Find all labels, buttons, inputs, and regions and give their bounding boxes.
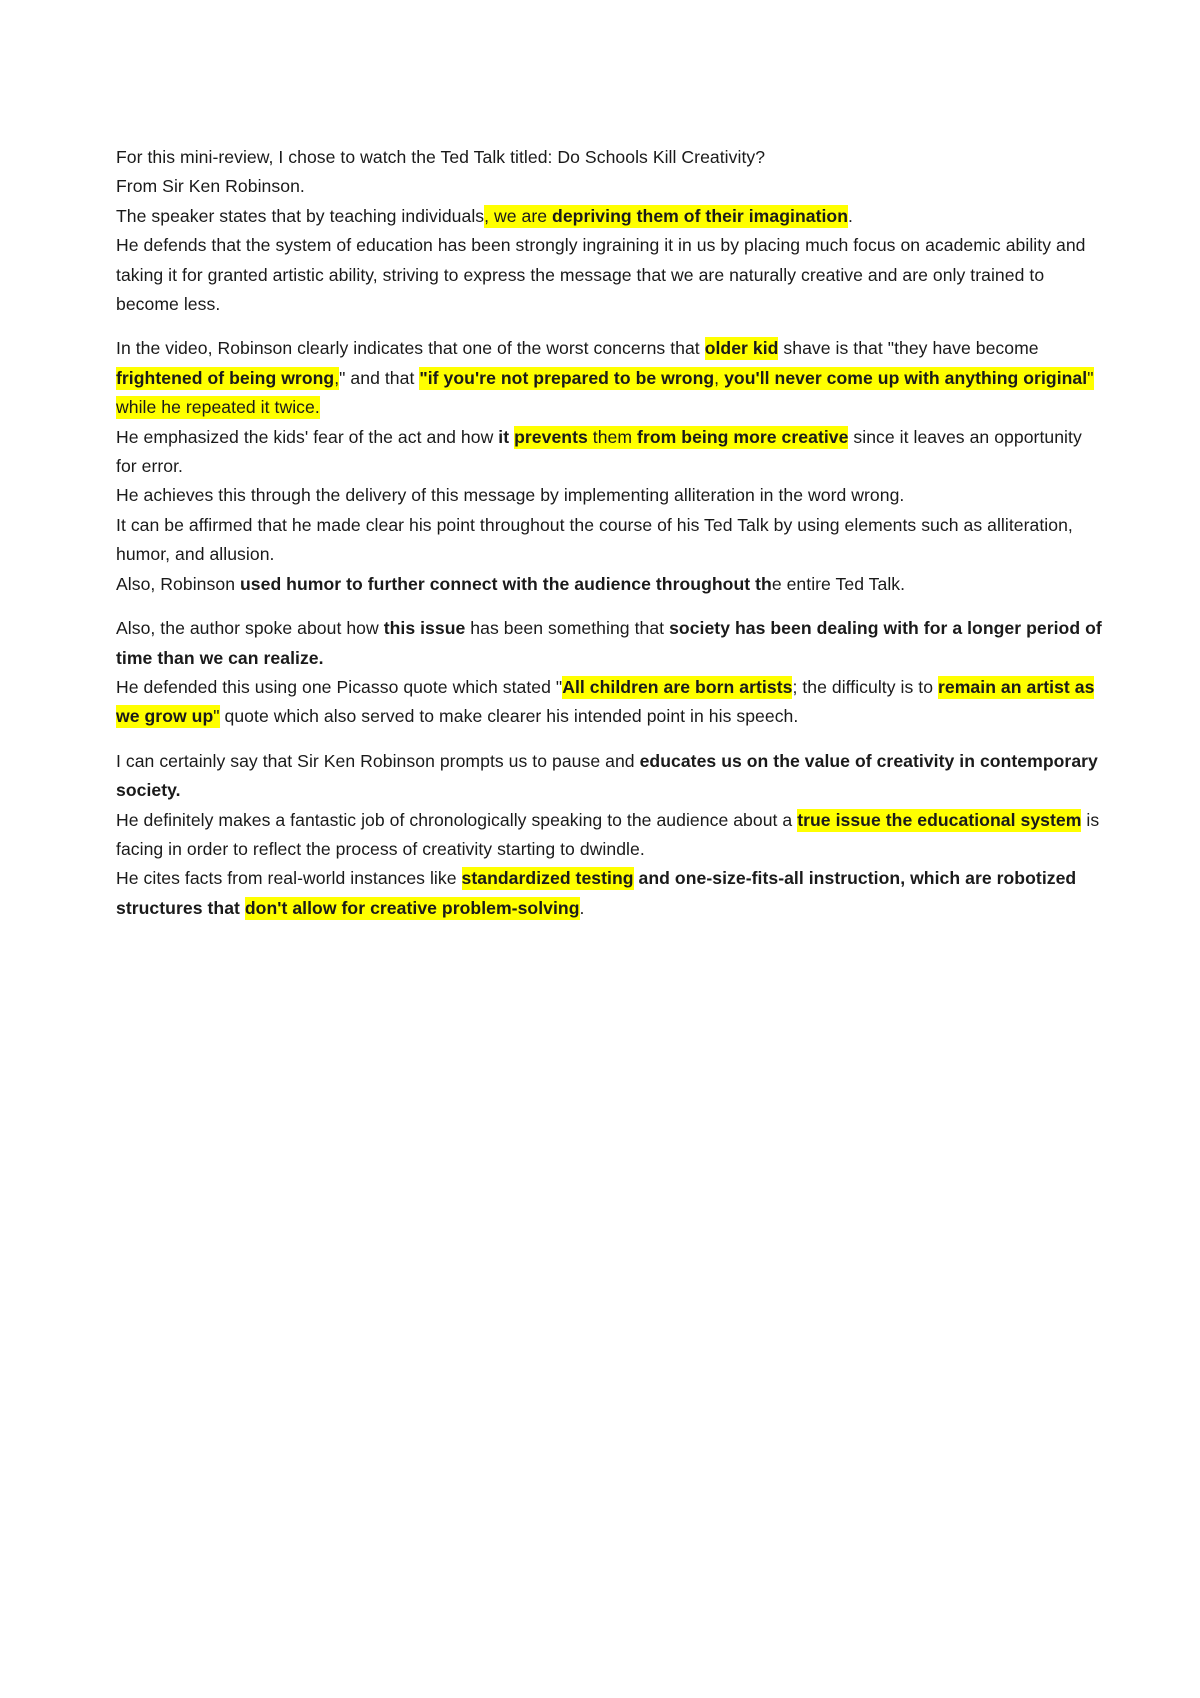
text-segment: I can certainly say that Sir Ken Robinson prompts us to pause and: [116, 750, 640, 771]
text-segment: since it leaves an opportunity for error.: [116, 426, 1082, 477]
paragraph: [116, 747, 1106, 923]
text-line: [116, 614, 1106, 673]
bold-text: used humor to further connect with the audience throughout th: [239, 573, 772, 594]
document-body: [116, 143, 1106, 938]
text-line: [116, 202, 1106, 231]
highlighted-text: All children are born artists: [562, 676, 793, 697]
text-line: [116, 481, 1106, 510]
text-line: [116, 806, 1106, 865]
bold-text: it: [498, 426, 515, 447]
highlighted-text: " while he repeated it twice.: [116, 367, 1094, 418]
text-segment: In the video, Robinson clearly indicates that one of the worst concerns that: [116, 338, 705, 359]
text-segment: has been something that: [465, 618, 670, 639]
text-segment: He defended this using one Picasso quote which stated ": [116, 676, 563, 697]
text-line: [116, 423, 1106, 482]
highlighted-text: older kid: [704, 338, 779, 359]
highlighted-text: depriving them of their imagination: [552, 205, 849, 226]
text-line: [116, 511, 1106, 570]
bold-text: this issue: [383, 618, 466, 639]
text-segment: " and that: [339, 367, 420, 388]
text-segment: From Sir Ken Robinson.: [116, 176, 305, 197]
text-line: [116, 172, 1106, 201]
text-segment: shave is that "they have become: [778, 338, 1039, 359]
paragraph: [116, 334, 1106, 599]
text-segment: He defends that the system of education has been strongly ingraining it in us by placing much focus on academic ability and taking it for granted artistic ability, striving to express the message that we are naturally creative and are only trained to become less.: [116, 235, 1086, 315]
text-line: [116, 747, 1106, 806]
highlighted-text: "if you're not prepared to be wrong: [419, 367, 715, 388]
text-segment: ; the difficulty is to: [792, 676, 938, 697]
highlighted-text: , we are: [484, 205, 553, 226]
highlighted-text: true issue the educational system: [797, 809, 1082, 830]
highlighted-text: frightened of being wrong: [116, 367, 335, 388]
highlighted-text: remain an artist as we grow up: [116, 676, 1095, 727]
text-segment: He definitely makes a fantastic job of chronologically speaking to the audience about a: [116, 809, 798, 830]
text-segment: is facing in order to reflect the process of creativity starting to dwindle.: [116, 809, 1100, 859]
text-segment: For this mini-review, I chose to watch the Ted Talk titled: Do Schools Kill Creativity?: [116, 147, 766, 167]
paragraph: [116, 143, 1106, 319]
highlighted-text: them: [587, 426, 638, 447]
text-segment: e entire Ted Talk.: [771, 573, 906, 594]
text-line: [116, 570, 1106, 599]
bold-text: educates us on the value of creativity in contemporary society.: [116, 750, 1098, 801]
text-line: [116, 673, 1106, 732]
text-segment: Also, the author spoke about how: [116, 618, 384, 639]
highlighted-text: you'll never come up with anything original: [724, 367, 1088, 388]
text-segment: Also, Robinson: [116, 573, 240, 594]
highlighted-text: ,: [714, 367, 725, 388]
highlighted-text: ": [213, 706, 220, 727]
text-segment: The speaker states that by teaching individuals: [116, 205, 485, 226]
text-segment: He cites facts from real-world instances like: [116, 868, 462, 889]
bold-text: and one-size-fits-all instruction, which are robotized structures that: [116, 868, 1077, 918]
text-segment: .: [579, 897, 585, 918]
text-line: [116, 334, 1106, 422]
text-segment: quote which also served to make clearer his intended point in his speech.: [219, 706, 799, 727]
text-segment: He emphasized the kids' fear of the act and how: [116, 426, 499, 447]
highlighted-text: standardized testing: [461, 868, 634, 889]
text-segment: It can be affirmed that he made clear his point throughout the course of his Ted Talk by using elements such as alliteration, humor, and allusion.: [116, 514, 1073, 565]
text-segment: .: [848, 205, 853, 226]
highlighted-text: don't allow for creative problem-solving: [244, 897, 580, 918]
text-line: [116, 143, 1106, 172]
text-line: [116, 231, 1106, 319]
text-line: [116, 864, 1106, 923]
bold-text: society has been dealing with for a longer period of time than we can realize.: [116, 618, 1102, 668]
highlighted-text: from being more creative: [637, 426, 849, 447]
text-segment: He achieves this through the delivery of this message by implementing alliteration in the word wrong.: [116, 485, 905, 506]
highlighted-text: ,: [334, 367, 340, 388]
highlighted-text: prevents: [514, 426, 588, 447]
paragraph: [116, 614, 1106, 732]
